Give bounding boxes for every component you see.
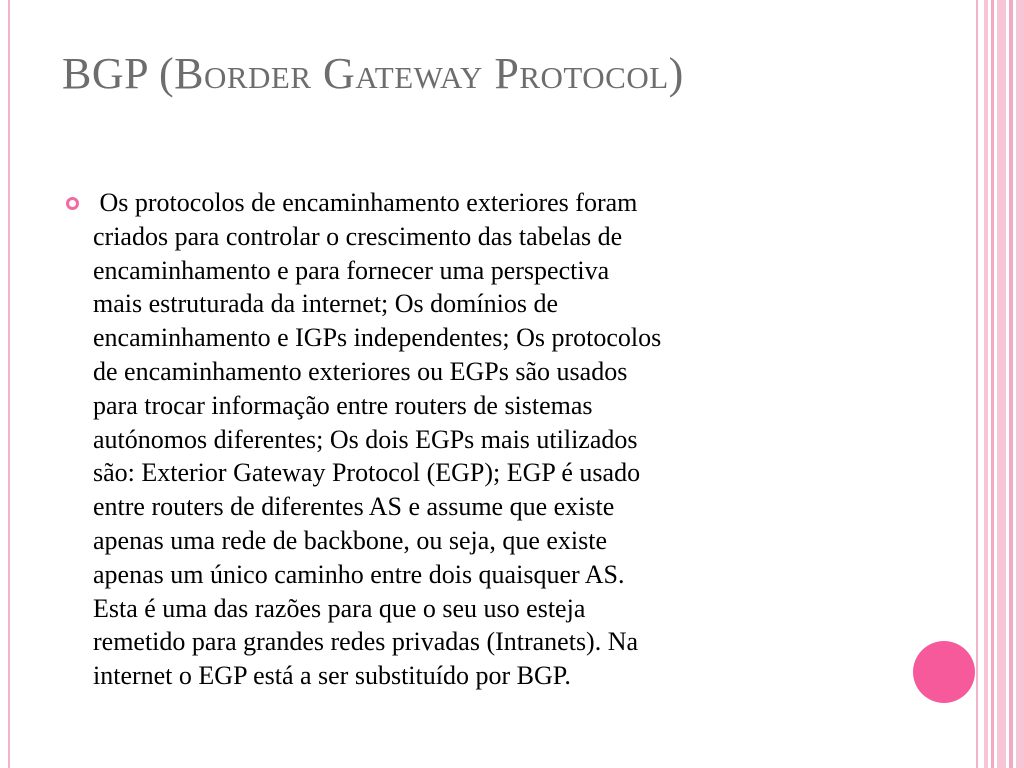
text-line: encaminhamento e IGPs independentes; Os protocolos [93,323,662,353]
text-line: entre routers de diferentes AS e assume que existe [93,492,615,522]
text-line: criados para controlar o crescimento das tabelas de [93,221,623,251]
decorative-stripe [1009,0,1013,768]
decorative-stripe [1016,0,1024,768]
decorative-circle [913,641,975,703]
decorative-stripe [997,0,1006,768]
text-line: de encaminhamento exteriores ou EGPs são usados [93,356,628,386]
bullet-ring-icon [66,197,79,210]
bullet-text [93,186,893,693]
text-line: mais estruturada da internet; Os domínios de [93,289,559,319]
text-line: Os protocolos de encaminhamento exteriores foram [93,188,638,217]
text-line: apenas um único caminho entre dois quaisquer AS. [93,559,625,589]
decorative-stripe [991,0,994,768]
text-line: encaminhamento e para fornecer uma perspectiva [93,255,610,285]
text-line: internet o EGP está a ser substituído por BGP. [93,661,571,691]
slide-title: BGP (Border Gateway Protocol) [62,49,684,98]
text-line: autónomos diferentes; Os dois EGPs mais utilizados [93,424,638,454]
text-line: apenas uma rede de backbone, ou seja, que existe [93,525,608,555]
text-line: para trocar informação entre routers de sistemas [93,390,593,420]
text-line: remetido para grandes redes privadas (Intranets). Na [93,627,639,657]
decorative-stripe [984,0,988,768]
text-line: são: Exterior Gateway Protocol (EGP); EGP é usado [93,458,641,488]
text-line: Esta é uma das razões para que o seu uso esteja [93,593,586,623]
